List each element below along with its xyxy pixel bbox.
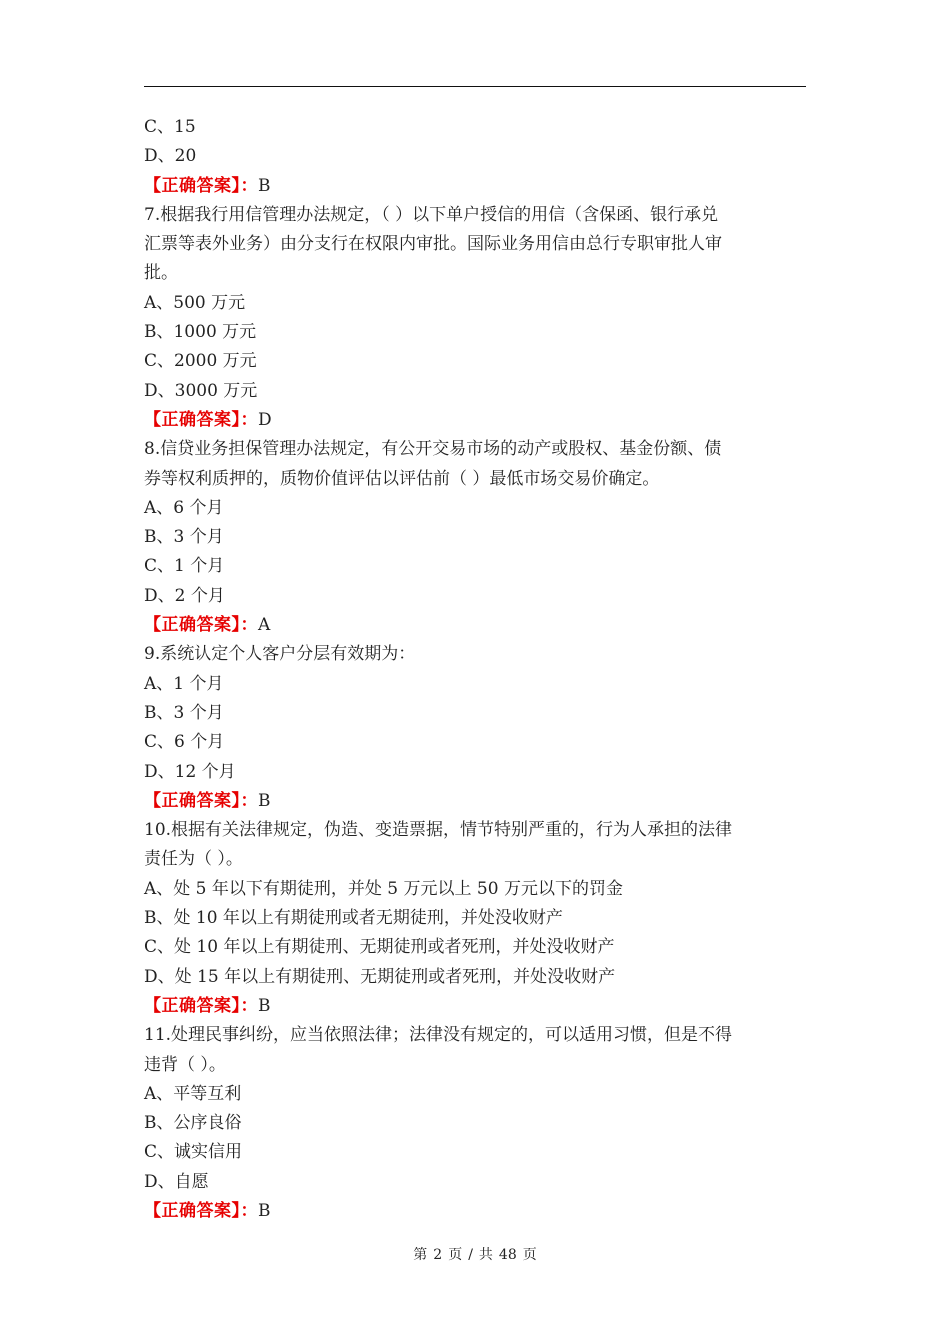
page-footer [0, 1244, 950, 1264]
option-line: C、诚实信用 [144, 1142, 243, 1163]
answer-line [144, 172, 808, 201]
answer-label: 【正确答案】： [144, 995, 258, 1016]
answer-value: B [258, 995, 271, 1016]
question-stem-line: 7.根据我行用信管理办法规定，（ ）以下单户授信的用信（含保函、银行承兑 [144, 204, 719, 225]
question-stem-line: 券等权利质押的，质物价值评估以评估前（ ）最低市场交易价确定。 [144, 468, 660, 489]
answer-line [144, 992, 808, 1021]
question-block [144, 435, 808, 640]
option-line: A、6 个月 [144, 497, 224, 518]
question-stem-line: 违背（ ）。 [144, 1054, 226, 1075]
option-line: D、处 15 年以上有期徒刑、无期徒刑或者死刑，并处没收财产 [144, 966, 616, 987]
answer-label: 【正确答案】： [144, 409, 258, 430]
question-block [144, 640, 808, 816]
answer-label: 【正确答案】： [144, 615, 258, 636]
option-line: A、平等互利 [144, 1083, 242, 1104]
question-stem-line: 8.信贷业务担保管理办法规定，有公开交易市场的动产或股权、基金份额、债 [144, 439, 722, 460]
header-rule [144, 86, 806, 87]
question-content [144, 113, 808, 1226]
footer-page-word: 页 [448, 1247, 463, 1263]
answer-value: B [258, 175, 271, 196]
answer-line [144, 406, 808, 435]
option-line: D、12 个月 [144, 761, 236, 782]
answer-label: 【正确答案】： [144, 175, 258, 196]
option-line: C、6 个月 [144, 732, 225, 753]
option-line: A、处 5 年以下有期徒刑，并处 5 万元以上 50 万元以下的罚金 [144, 878, 623, 899]
footer-separator: / [468, 1247, 473, 1263]
option-line: C、15 [144, 117, 196, 137]
answer-label: 【正确答案】： [144, 790, 258, 811]
option-line: D、20 [144, 146, 197, 167]
footer-total-pages: 48 [498, 1247, 517, 1263]
question-stem-line: 责任为（ ）。 [144, 849, 243, 870]
footer-current-page: 2 [433, 1247, 443, 1263]
question-block [144, 1021, 808, 1226]
question-block [144, 816, 808, 1021]
answer-value: B [258, 790, 271, 811]
option-line: B、3 个月 [144, 702, 224, 723]
answer-line [144, 1197, 808, 1226]
option-line: A、500 万元 [144, 292, 246, 313]
footer-prefix: 第 [413, 1247, 428, 1263]
option-line: C、处 10 年以上有期徒刑、无期徒刑或者死刑，并处没收财产 [144, 937, 615, 958]
answer-value: A [258, 615, 271, 636]
option-line: D、自愿 [144, 1171, 209, 1192]
answer-line [144, 611, 808, 640]
option-line: A、1 个月 [144, 673, 224, 694]
footer-total-prefix: 共 [478, 1247, 493, 1263]
option-line: D、2 个月 [144, 585, 225, 606]
option-line: D、3000 万元 [144, 380, 258, 401]
option-line: B、公序良俗 [144, 1113, 242, 1134]
answer-label: 【正确答案】： [144, 1200, 258, 1221]
option-line: C、1 个月 [144, 556, 225, 577]
question-stem-line: 10.根据有关法律规定，伪造、变造票据，情节特别严重的，行为人承担的法律 [144, 820, 733, 841]
question-list [144, 201, 808, 1226]
question-stem-line: 11.处理民事纠纷，应当依照法律；法律没有规定的，可以适用习惯，但是不得 [144, 1025, 733, 1046]
question-stem-line: 批。 [144, 263, 178, 284]
option-line: B、处 10 年以上有期徒刑或者无期徒刑，并处没收财产 [144, 908, 563, 929]
option-line: B、3 个月 [144, 527, 224, 548]
footer-total-suffix: 页 [522, 1247, 537, 1263]
question-block [144, 201, 808, 435]
option-line: C、2000 万元 [144, 351, 257, 372]
option-line: B、1000 万元 [144, 322, 257, 343]
question-stem-line: 9.系统认定个人客户分层有效期为： [144, 644, 416, 665]
answer-value: B [258, 1200, 271, 1221]
question-stem-line: 汇票等表外业务）由分支行在权限内审批。国际业务用信由总行专职审批人审 [144, 234, 722, 255]
answer-line [144, 787, 808, 816]
answer-value: D [258, 409, 272, 430]
